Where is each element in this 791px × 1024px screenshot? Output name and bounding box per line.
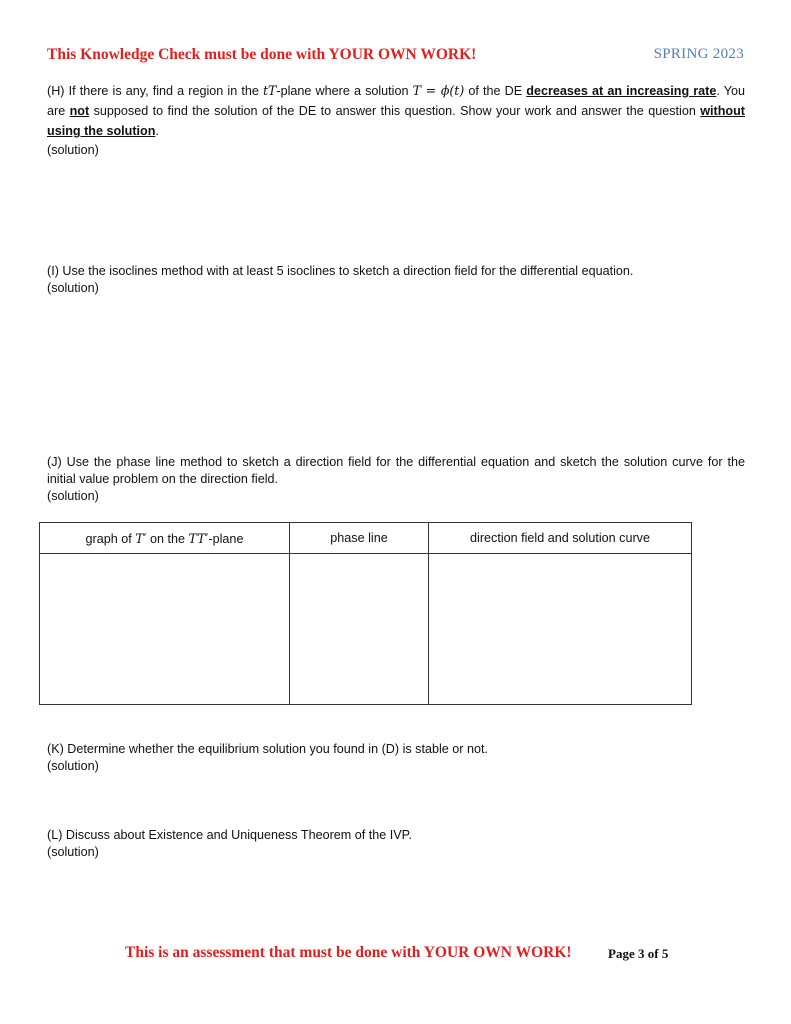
page-number-current: 3 <box>637 946 645 961</box>
table-header-direction-field: direction field and solution curve <box>429 523 692 554</box>
answer-table-header-row <box>40 523 692 554</box>
question-h-mid1: -plane where a solution <box>276 84 413 98</box>
page-number <box>608 946 668 962</box>
question-h-mid2: of the DE <box>464 84 527 98</box>
question-h-eq-lhs: T <box>412 83 422 98</box>
table-header-graph <box>40 523 290 554</box>
question-h-plane-var: tT <box>262 83 277 98</box>
header-notice: This Knowledge Check must be done with YOUR OWN WORK! <box>47 46 477 63</box>
question-l <box>47 827 745 861</box>
question-k <box>47 741 745 775</box>
question-i <box>47 263 745 297</box>
footer-notice: This is an assessment that must be done with YOUR OWN WORK! <box>125 944 572 961</box>
answer-cell-phase-line[interactable] <box>290 554 429 705</box>
question-h-end: . <box>155 124 159 138</box>
answer-cell-graph[interactable] <box>40 554 290 705</box>
question-l-solution: (solution) <box>47 845 99 859</box>
page-number-total: 5 <box>661 946 669 961</box>
question-h-prefix: (H) If there is any, find a region in the <box>47 84 263 98</box>
question-h-solution: (solution) <box>47 143 99 157</box>
table-header-graph-suffix: -plane <box>208 531 244 546</box>
question-h <box>47 81 745 160</box>
question-h-eq-op: = <box>421 83 441 98</box>
question-h-emphasis-decreases: decreases at an increasing rate <box>526 84 717 98</box>
answer-table-body-row <box>40 554 692 705</box>
question-k-solution: (solution) <box>47 759 99 773</box>
question-h-mid4: supposed to find the solution of the DE to answer this question. Show your work and answer the question <box>89 104 701 118</box>
question-h-mid3: . You are <box>47 84 746 118</box>
question-h-emphasis-not: not <box>69 104 90 118</box>
question-i-solution: (solution) <box>47 281 99 295</box>
table-header-graph-mid: on the <box>146 531 189 546</box>
question-l-text: (L) Discuss about Existence and Uniqueness Theorem of the IVP. <box>47 828 412 842</box>
table-header-phase-line: phase line <box>290 523 429 554</box>
table-header-graph-var: T′ <box>135 530 147 546</box>
table-header-graph-plane: TT′ <box>188 530 209 546</box>
question-i-text: (I) Use the isoclines method with at least 5 isoclines to sketch a direction field for the differential equation. <box>47 264 634 278</box>
question-j-solution: (solution) <box>47 489 99 503</box>
header-term: SPRING 2023 <box>653 46 744 62</box>
answer-table <box>39 522 692 705</box>
question-k-text: (K) Determine whether the equilibrium solution you found in (D) is stable or not. <box>47 742 488 756</box>
page-number-prefix: Page <box>608 946 638 961</box>
answer-cell-direction-field[interactable] <box>429 554 692 705</box>
page-number-mid: of <box>644 946 662 961</box>
question-h-eq-rhs: ϕ(t) <box>440 83 465 98</box>
question-h-emphasis-without-solution: without using the solution <box>47 104 745 138</box>
table-header-graph-prefix: graph of <box>85 531 136 546</box>
question-j-text: (J) Use the phase line method to sketch a direction field for the differential equation and sketch the solution curve for the initial value problem on the direction field. <box>47 455 745 486</box>
question-j <box>47 454 745 505</box>
